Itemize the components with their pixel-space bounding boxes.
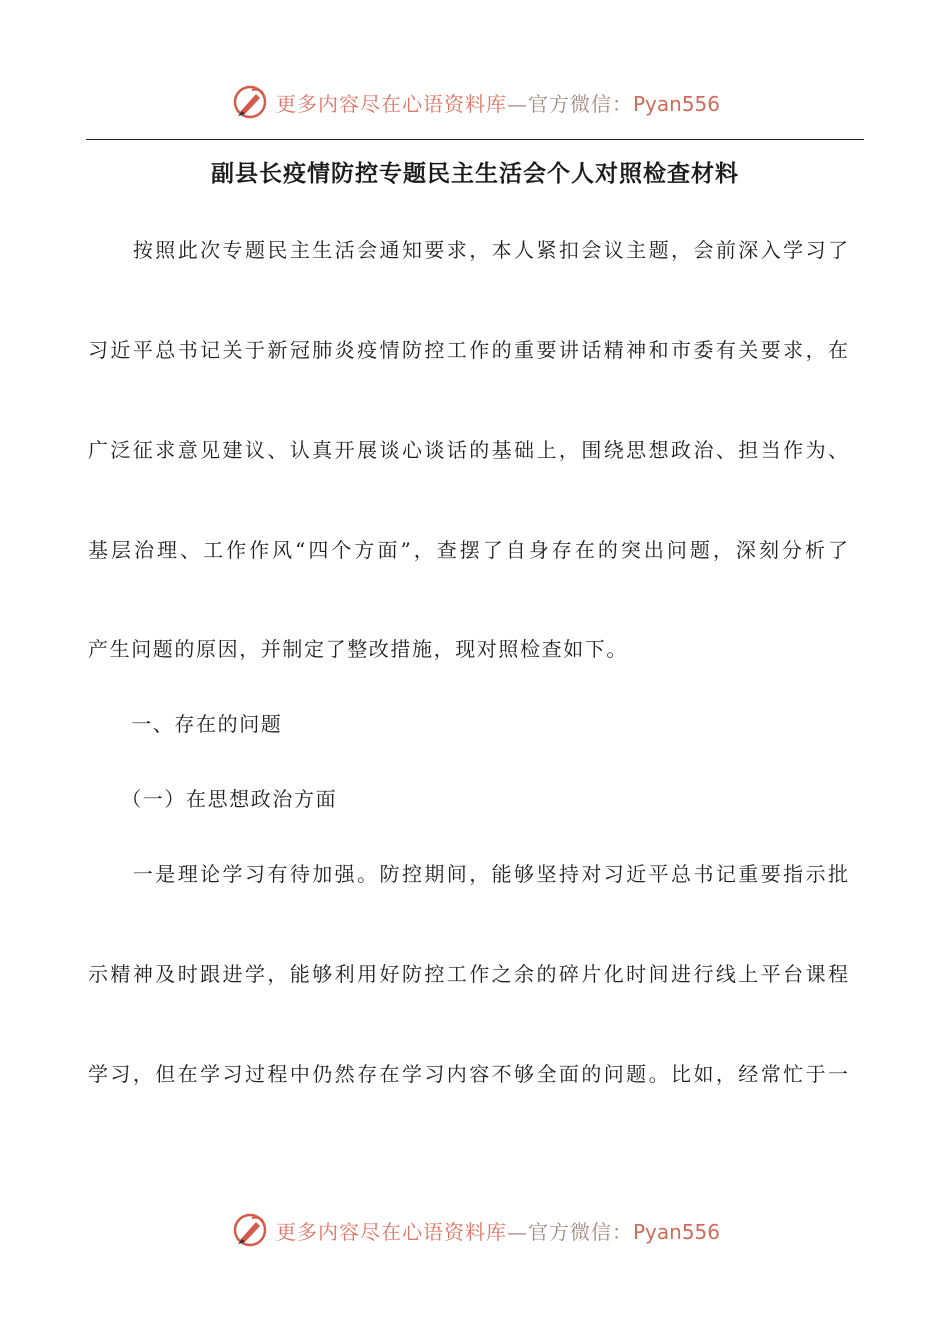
subsection-heading: （一）在思想政治方面 (88, 787, 338, 811)
header-divider (86, 139, 864, 140)
body-line: 习近平总书记关于新冠肺炎疫情防控工作的重要讲话精神和市委有关要求，在 (88, 338, 848, 362)
body-line: 广泛征求意见建议、认真开展谈心谈话的基础上，围绕思想政治、担当作为、 (88, 438, 848, 462)
body-line: 基层治理、工作作风“四个方面”，查摆了自身存在的突出问题，深刻分析了 (88, 538, 848, 562)
document-title: 副县长疫情防控专题民主生活会个人对照检查材料 (211, 160, 739, 187)
body-line: 示精神及时跟进学，能够利用好防控工作之余的碎片化时间进行线上平台课程 (88, 962, 848, 986)
header-banner (0, 80, 950, 124)
pen-logo-icon (230, 82, 270, 122)
body-line: 一是理论学习有待加强。防控期间，能够坚持对习近平总书记重要指示批 (88, 862, 848, 886)
banner-text: 更多内容尽在心语资料库—官方微信：Pyan556 (275, 1219, 720, 1244)
body-line: 学习，但在学习过程中仍然存在学习内容不够全面的问题。比如，经常忙于一 (88, 1062, 848, 1086)
section-heading: 一、存在的问题 (88, 712, 283, 736)
body-line: 产生问题的原因，并制定了整改措施，现对照检查如下。 (88, 637, 628, 661)
banner-text: 更多内容尽在心语资料库—官方微信：Pyan556 (275, 91, 720, 116)
pen-logo-icon (230, 1210, 270, 1250)
footer-banner (0, 1208, 950, 1252)
body-line: 按照此次专题民主生活会通知要求，本人紧扣会议主题，会前深入学习了 (88, 238, 848, 262)
